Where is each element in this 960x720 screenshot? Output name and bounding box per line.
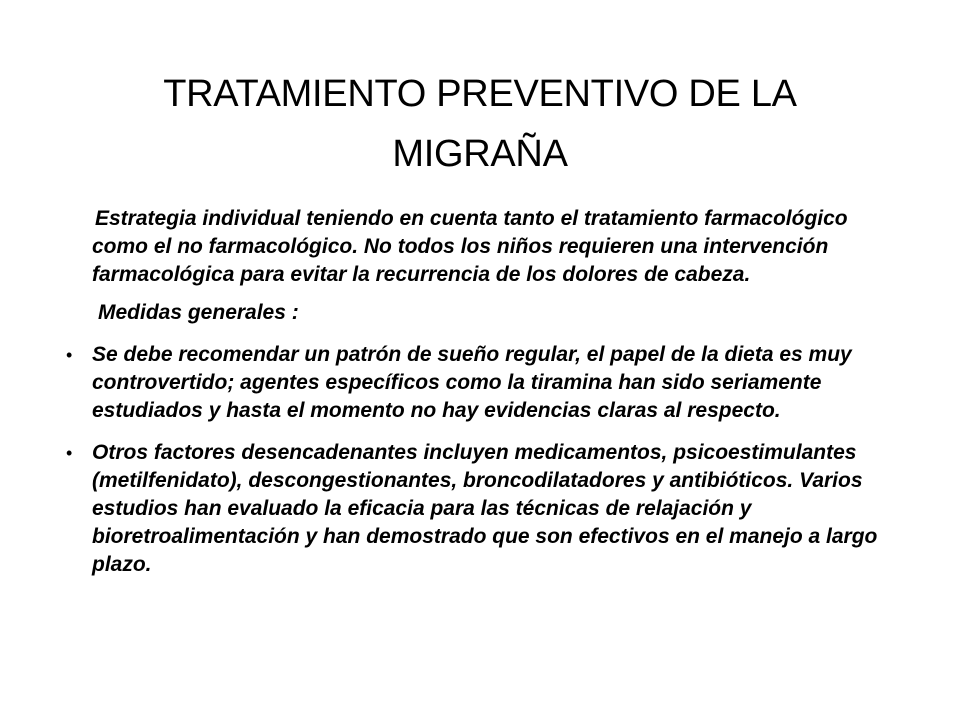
bullet-text-2: Otros factores desencadenantes incluyen medicamentos, psicoestimulantes (metilfenidato), descongestionantes, broncodilatadores y antibióticos. Varios estudios han evaluado la eficacia para las técnicas de relajación y bioretroalimentación y han demostrado que son efectivos en el manejo a largo plazo.	[92, 441, 878, 576]
slide-body	[60, 205, 900, 579]
bullet-text-1: Se debe recomendar un patrón de sueño regular, el papel de la dieta es muy controvertido; agentes específicos como la tiramina han sido seriamente estudiados y hasta el momento no hay evidencias claras al respecto.	[92, 343, 852, 422]
bullet-dot-icon: •	[66, 345, 73, 365]
slide-title: TRATAMIENTO PREVENTIVO DE LA MIGRAÑA	[163, 73, 797, 175]
subheading-medidas-generales: Medidas generales :	[98, 301, 299, 324]
bullet-item-1	[66, 341, 900, 425]
intro-paragraph: Estrategia individual teniendo en cuenta tanto el tratamiento farmacológico como el no farmacológico. No todos los niños requieren una intervención farmacológica para evitar la recurrencia de los dolores de cabeza.	[92, 207, 848, 286]
bullet-item-2	[66, 439, 900, 579]
bullet-dot-icon: •	[66, 443, 73, 463]
